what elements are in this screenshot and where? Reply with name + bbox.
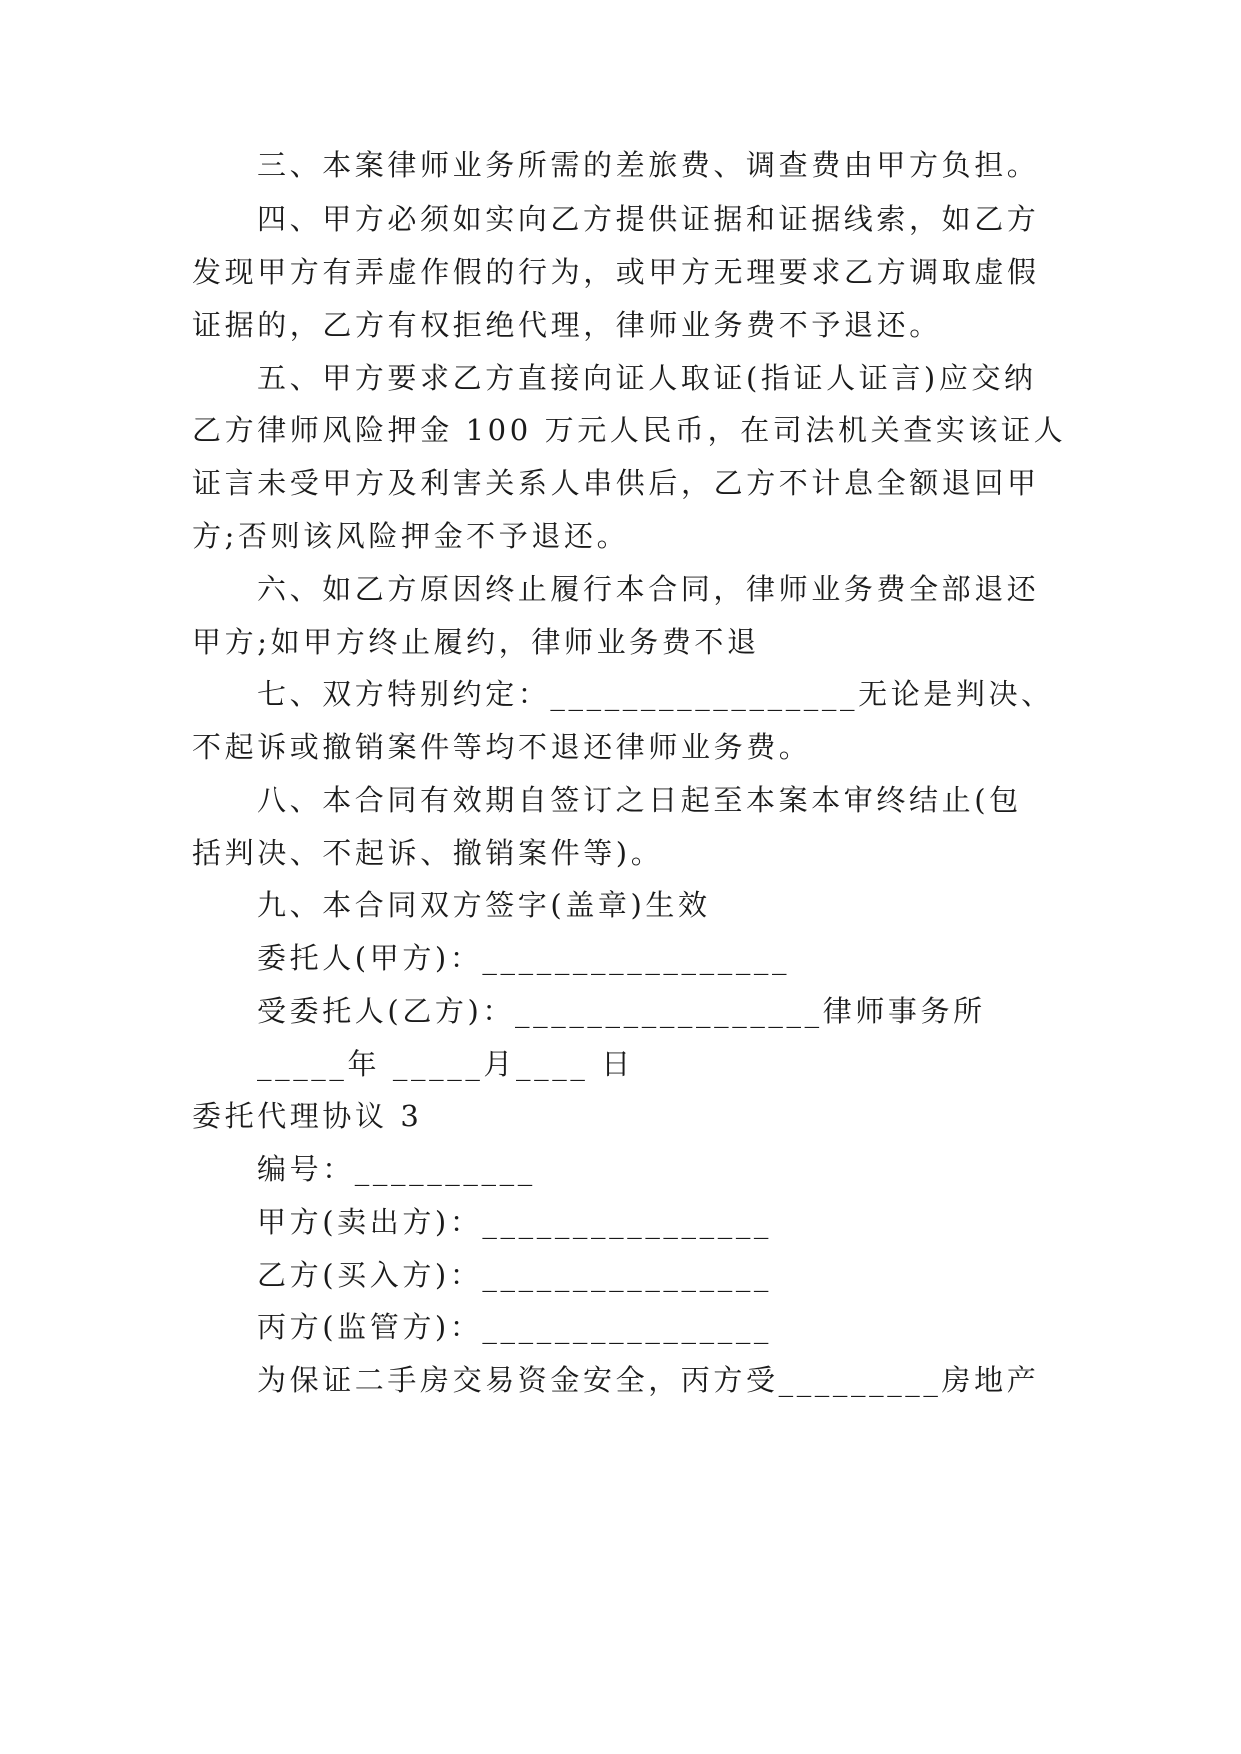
clause-7-line-1: 七、双方特别约定：_________________无论是判决、 (257, 677, 1054, 711)
clause-5-line-2: 乙方律师风险押金 100 万元人民币，在司法机关查实该证人 (192, 413, 1067, 447)
clause-3-line-1: 三、本案律师业务所需的差旅费、调查费由甲方负担。 (257, 148, 1040, 182)
clause-4-line-1: 四、甲方必须如实向乙方提供证据和证据线索，如乙方 (257, 202, 1040, 236)
date-line: _____年 _____月____ 日 (257, 1047, 634, 1081)
clause-4-line-2: 发现甲方有弄虚作假的行为，或甲方无理要求乙方调取虚假 (192, 255, 1040, 289)
clause-6-line-1: 六、如乙方原因终止履行本合同，律师业务费全部退还 (257, 572, 1040, 606)
clause-5-line-3: 证言未受甲方及利害关系人串供后，乙方不计息全额退回甲 (192, 466, 1040, 500)
number-line: 编号：__________ (257, 1152, 536, 1186)
clause-4-line-3: 证据的，乙方有权拒绝代理，律师业务费不予退还。 (192, 308, 942, 342)
party-a-line: 甲方(卖出方)：________________ (257, 1205, 773, 1239)
clause-7-line-2: 不起诉或撤销案件等均不退还律师业务费。 (192, 730, 812, 764)
clause-6-line-2: 甲方;如甲方终止履约，律师业务费不退 (192, 625, 760, 659)
clause-5-line-4: 方;否则该风险押金不予退还。 (192, 519, 630, 553)
clause-9-line-1: 九、本合同双方签字(盖章)生效 (257, 888, 711, 922)
clause-5-line-1: 五、甲方要求乙方直接向证人取证(指证人证言)应交纳 (257, 361, 1037, 395)
party-b-line: 乙方(买入方)：________________ (257, 1258, 773, 1292)
section-title: 委托代理协议 3 (192, 1099, 423, 1133)
agent-signature-line: 受委托人(乙方)：_________________律师事务所 (257, 994, 986, 1028)
clause-8-line-2: 括判决、不起诉、撤销案件等)。 (192, 836, 664, 870)
clause-8-line-1: 八、本合同有效期自签订之日起至本案本审终结止(包 (257, 783, 1022, 817)
intro-paragraph-line-1: 为保证二手房交易资金安全，丙方受_________房地产 (257, 1363, 1040, 1397)
principal-signature-line: 委托人(甲方)：_________________ (257, 941, 791, 975)
party-c-line: 丙方(监管方)：________________ (257, 1310, 773, 1344)
